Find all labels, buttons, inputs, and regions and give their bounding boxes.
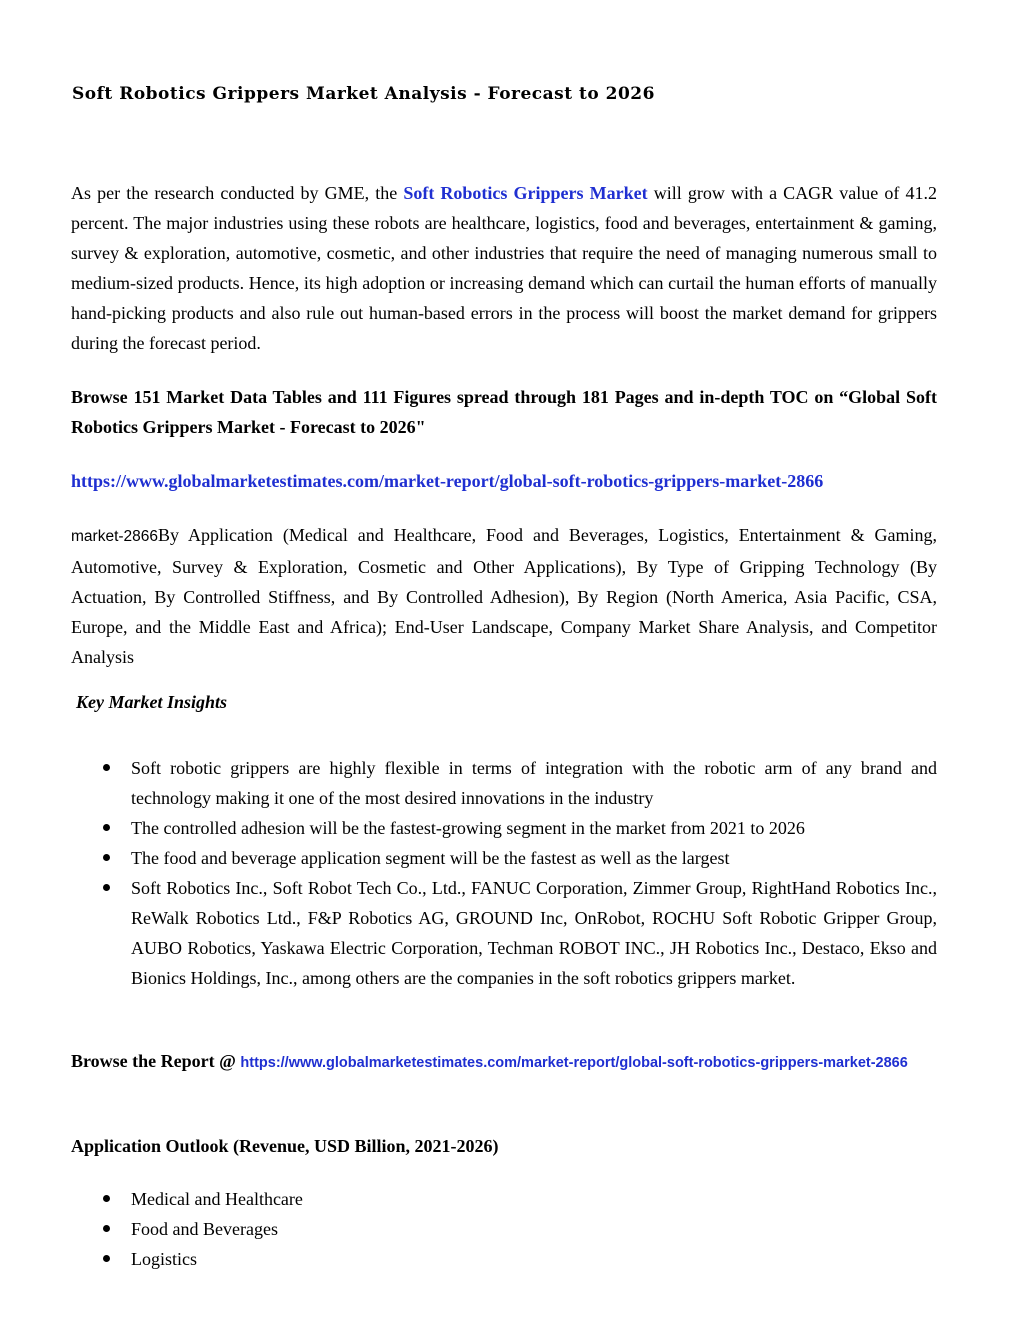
list-item: Medical and Healthcare bbox=[71, 1184, 937, 1214]
segments-paragraph bbox=[71, 520, 937, 672]
list-item: Food and Beverages bbox=[71, 1214, 937, 1244]
report-url-link[interactable]: https://www.globalmarketestimates.com/market-report/global-soft-robotics-grippers-market-2866 bbox=[71, 471, 824, 491]
market-link[interactable]: Soft Robotics Grippers Market bbox=[403, 183, 648, 203]
browse-report-link[interactable]: https://www.globalmarketestimates.com/market-report/global-soft-robotics-grippers-market-2866 bbox=[240, 1055, 908, 1071]
segments-prefix: market-2866 bbox=[71, 528, 159, 545]
bullet-icon bbox=[103, 824, 110, 831]
at-symbol: @ bbox=[219, 1051, 241, 1071]
browse-statement: Browse 151 Market Data Tables and 111 Figures spread through 181 Pages and in-depth TOC on “Global Soft Robotics Grippers Market - Forecast to 2026" bbox=[71, 387, 937, 437]
application-outlook-heading: Application Outlook (Revenue, USD Billion, 2021-2026) bbox=[71, 1136, 499, 1156]
intro-paragraph bbox=[71, 178, 937, 358]
bullet-icon bbox=[103, 1225, 110, 1232]
bullet-icon bbox=[103, 1195, 110, 1202]
report-url-paragraph bbox=[71, 466, 937, 496]
bullet-icon bbox=[103, 884, 110, 891]
key-insights-list bbox=[71, 753, 937, 993]
bullet-icon bbox=[103, 1255, 110, 1262]
list-item: The food and beverage application segment will be the fastest as well as the largest bbox=[71, 843, 937, 873]
browse-report-label: Browse the Report bbox=[71, 1051, 220, 1071]
document-title: Soft Robotics Grippers Market Analysis - Forecast to 2026 bbox=[72, 84, 655, 104]
intro-text-after: will grow with a CAGR value of 41.2 percent. The major industries using these robots are healthcare, logistics, food and beverages, entertainment & gaming, survey & exploration, automotive, cosmetic, and other industries that require the need of managing numerous small to medium-sized products. Hence, its high adoption or increasing demand which can curtail the human efforts of manually hand-picking products and also rule out human-based errors in the process will boost the market demand for grippers during the forecast period. bbox=[71, 183, 938, 353]
intro-text-before: As per the research conducted by GME, the bbox=[71, 183, 404, 203]
list-item: Soft Robotics Inc., Soft Robot Tech Co., Ltd., FANUC Corporation, Zimmer Group, RightHand Robotics Inc., ReWalk Robotics Ltd., F&P Robotics AG, GROUND Inc, OnRobot, ROCHU Soft Robotic Gripper Group, AUBO Robotics, Yaskawa Electric Corporation, Techman ROBOT INC., JH Robotics Inc., Destaco, Ekso and Bionics Holdings, Inc., among others are the companies in the soft robotics grippers market. bbox=[71, 873, 937, 993]
list-item: The controlled adhesion will be the fastest-growing segment in the market from 2021 to 2026 bbox=[71, 813, 937, 843]
bullet-icon bbox=[103, 854, 110, 861]
browse-report-paragraph bbox=[71, 1046, 937, 1078]
key-insights-heading: Key Market Insights bbox=[76, 692, 228, 712]
list-item: Soft robotic grippers are highly flexible in terms of integration with the robotic arm of any brand and technology making it one of the most desired innovations in the industry bbox=[71, 753, 937, 813]
list-item: Logistics bbox=[71, 1244, 937, 1274]
segments-text: By Application (Medical and Healthcare, Food and Beverages, Logistics, Entertainment & Gaming, Automotive, Survey & Exploration, Cosmetic and Other Applications), By Type of Gripping Technology (By Actuation, By Controlled Stiffness, and By Controlled Adhesion), By Region (North America, Asia Pacific, CSA, Europe, and the Middle East and Africa); End-User Landscape, Company Market Share Analysis, and Competitor Analysis bbox=[71, 525, 937, 667]
bullet-icon bbox=[103, 764, 110, 771]
application-outlook-list bbox=[71, 1184, 937, 1274]
